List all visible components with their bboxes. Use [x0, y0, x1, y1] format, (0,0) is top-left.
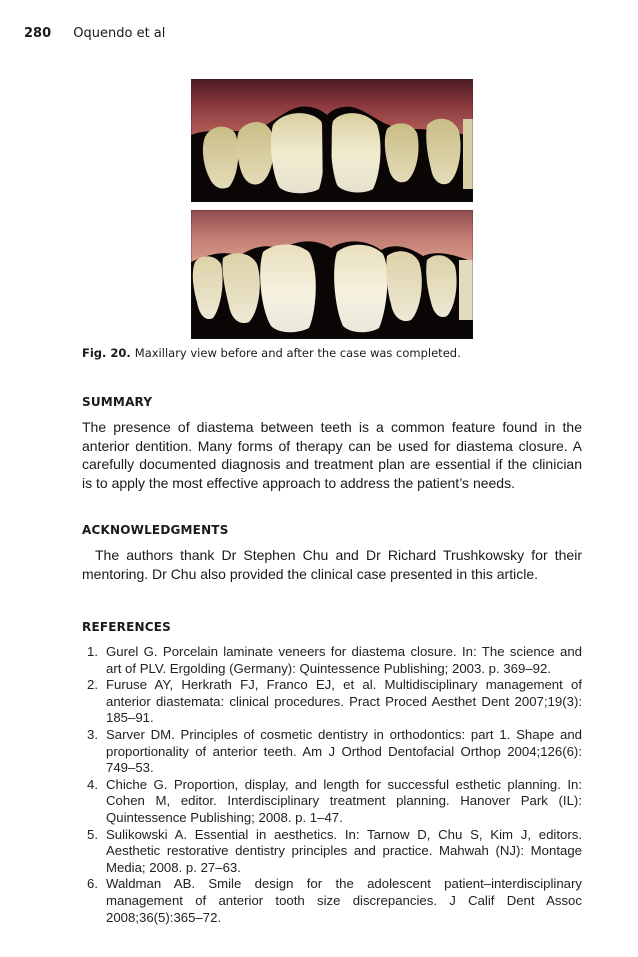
reference-number: 6. — [87, 876, 98, 892]
reference-text: Sulikowski A. Essential in aesthetics. In: Tarnow D, Chu S, Kim J, editors. Aesthetic restorative dentistry principles and practice. Mahwah (NJ): Montage Media; 2008. p. 27–63. — [106, 826, 582, 875]
reference-number: 1. — [87, 644, 98, 659]
reference-item — [82, 876, 582, 926]
summary-paragraph: The presence of diastema between teeth is a common feature found in the anterior dentition. Many forms of therapy can be used for diastema closure. A carefully documented diagnosis and treatment plan are essential if the clinician is to apply the most effective approach to address the patient’s needs. — [82, 419, 582, 491]
reference-text: Waldman AB. Smile design for the adolescent patient–interdisciplinary management of anterior tooth size discrepancies. J Calif Dent Assoc 2008;36(5):365–72. — [106, 876, 582, 925]
reference-number: 5. — [87, 826, 98, 842]
page-number: 280 — [24, 26, 52, 41]
running-title: Oquendo et al — [73, 26, 166, 41]
photo-before-treatment — [191, 79, 473, 202]
reference-item — [82, 777, 582, 827]
reference-text: Sarver DM. Principles of cosmetic dentistry in orthodontics: part 1. Shape and proportionality of anterior teeth. Am J Orthod Dentofacial Orthop 2004;126(6): 749–53. — [106, 726, 582, 776]
figure-caption-text: Maxillary view before and after the case was completed. — [134, 346, 461, 360]
running-head — [24, 26, 165, 41]
reference-list — [82, 644, 582, 926]
reference-item — [82, 644, 582, 677]
reference-item — [82, 727, 582, 777]
reference-text: Chiche G. Proportion, display, and length for successful esthetic planning. In: Cohen M, editor. Interdisciplinary treatment planning. Hanover Park (IL): Quintessence Publishing; 2008. p. 1–47. — [106, 776, 582, 825]
reference-number: 3. — [87, 726, 98, 742]
figure-label: Fig. 20. — [82, 346, 131, 360]
reference-number: 2. — [87, 677, 98, 693]
references-heading: REFERENCES — [82, 620, 171, 634]
acknowledgments-heading: ACKNOWLEDGMENTS — [82, 523, 229, 537]
photo-after-treatment — [191, 210, 473, 339]
reference-text: Furuse AY, Herkrath FJ, Franco EJ, et al. Multidisciplinary management of anterior diastemata: clinical procedures. Pract Proced Aesthet Dent 2007;19(3): 185–91. — [106, 677, 582, 726]
reference-item — [82, 827, 582, 877]
acknowledgments-paragraph: The authors thank Dr Stephen Chu and Dr Richard Trushkowsky for their mentoring. Dr Chu also provided the clinical case presented in this article. — [82, 547, 582, 582]
reference-item — [82, 677, 582, 727]
figure-caption — [82, 346, 461, 360]
reference-number: 4. — [87, 776, 98, 792]
reference-text: Gurel G. Porcelain laminate veneers for diastema closure. In: The science and art of PLV. Ergolding (Germany): Quintessence Publishing; 2003. p. 369–92. — [106, 644, 582, 676]
summary-heading: SUMMARY — [82, 395, 153, 409]
